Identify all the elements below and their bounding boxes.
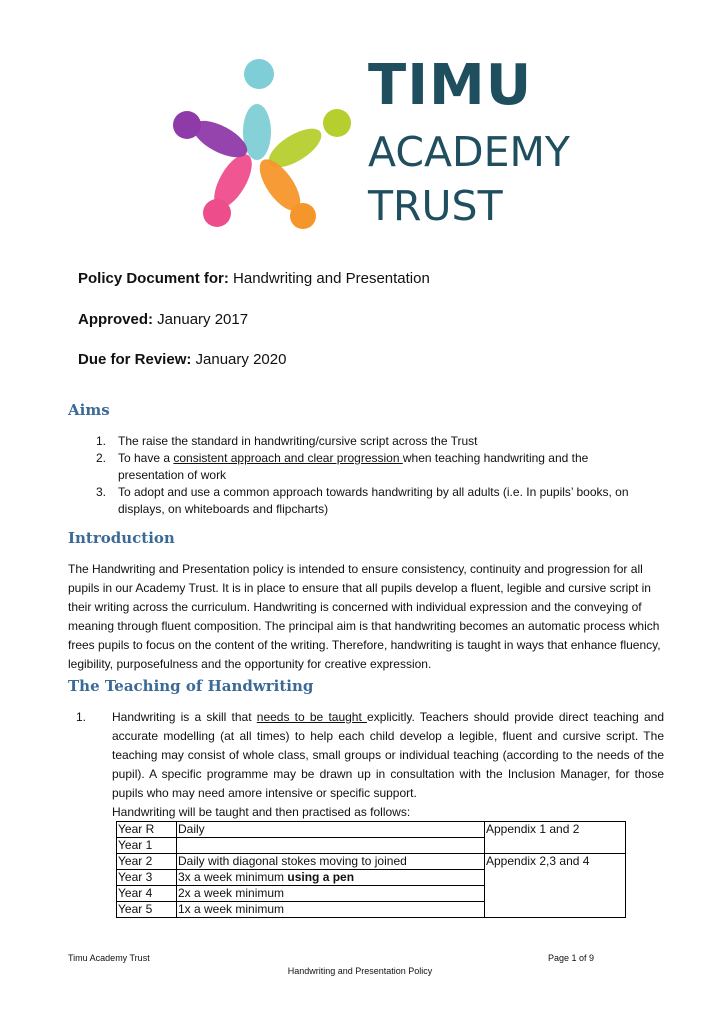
year-cell: Year R xyxy=(117,822,177,838)
logo-line-3: TRUST xyxy=(368,182,503,230)
table-row xyxy=(117,854,626,870)
list-item xyxy=(96,433,656,450)
teaching-item xyxy=(76,708,664,822)
year-cell: Year 5 xyxy=(117,902,177,918)
approved-label: Approved: xyxy=(78,311,153,328)
table-row xyxy=(117,822,626,838)
frequency-cell xyxy=(177,838,485,854)
frequency-cell xyxy=(177,870,485,886)
appendix-cell: Appendix 2,3 and 4 xyxy=(485,854,626,918)
frequency-emphasis: using a pen xyxy=(287,870,355,884)
list-number: 1. xyxy=(96,434,107,448)
approved-value: January 2017 xyxy=(157,311,249,328)
logo-wordmark xyxy=(368,53,570,230)
year-cell: Year 3 xyxy=(117,870,177,886)
teaching-text-underlined: needs to be taught xyxy=(256,710,368,724)
aims-heading: Aims xyxy=(68,401,110,419)
policy-value: Handwriting and Presentation xyxy=(233,270,430,287)
teaching-heading: The Teaching of Handwriting xyxy=(68,677,314,695)
frequency-cell: Daily with diagonal stokes moving to joined xyxy=(177,854,485,870)
appendix-cell: Appendix 1 and 2 xyxy=(485,822,626,854)
teaching-followup: Handwriting will be taught and then practised as follows: xyxy=(112,805,411,819)
list-item xyxy=(96,484,656,518)
frequency-cell: 1x a week minimum xyxy=(177,902,485,918)
schedule-table xyxy=(116,821,626,918)
footer-left: Timu Academy Trust xyxy=(68,953,150,963)
policy-line xyxy=(78,270,430,287)
review-label: Due for Review: xyxy=(78,351,192,368)
approved-line xyxy=(78,311,248,328)
review-value: January 2020 xyxy=(195,351,287,368)
frequency-text: 3x a week minimum xyxy=(178,870,288,884)
list-item xyxy=(96,450,656,484)
list-text-pre: To have a xyxy=(118,451,174,465)
frequency-cell: 2x a week minimum xyxy=(177,886,485,902)
flower-logo-icon xyxy=(165,55,360,230)
list-text-post: when teaching handwriting and the presentation of work xyxy=(118,451,589,482)
list-number: 2. xyxy=(96,451,107,465)
logo-line-2: ACADEMY xyxy=(368,128,570,176)
year-cell: Year 2 xyxy=(117,854,177,870)
footer-page-number: Page 1 of 9 xyxy=(548,953,595,963)
list-number: 3. xyxy=(96,485,107,499)
introduction-heading: Introduction xyxy=(68,529,175,547)
frequency-cell: Daily xyxy=(177,822,485,838)
review-line xyxy=(78,351,286,368)
logo-line-1: TIMU xyxy=(368,53,533,118)
year-cell: Year 1 xyxy=(117,838,177,854)
policy-label: Policy Document for: xyxy=(78,270,229,287)
introduction-paragraph: The Handwriting and Presentation policy is intended to ensure consistency, continuity and progression for all pupils in our Academy Trust. It is in place to ensure that all pupils develop a fluent, legible and cursive script in their writing across the curriculum. Handwriting is concerned with individual expression and the conveying of meaning through fluent composition. The principal aim is that handwriting becomes an automatic process which frees pupils to focus on the content of the writing. Therefore, handwriting is taught in ways that enhance fluency, legibility, purposefulness and the opportunity for creative expression. xyxy=(68,562,661,671)
teaching-number: 1. xyxy=(76,710,87,724)
year-cell: Year 4 xyxy=(117,886,177,902)
list-text: To adopt and use a common approach towards handwriting by all adults (i.e. In pupils’ books, on displays, on whiteboards and flipcharts) xyxy=(118,485,629,516)
aims-list xyxy=(96,433,656,518)
teaching-text-post: explicitly. Teachers should provide direct teaching and accurate modelling (at all times) to help each child develop a legible, fluent and cursive script. The teaching may consist of whole class, small groups or individual teaching (according to the needs of the pupil). A specific programme may be drawn up in consultation with the Inclusion Manager, for those pupils who may need amore intensive or specific support. xyxy=(112,710,664,800)
teaching-text-pre: Handwriting is a skill that xyxy=(112,710,257,724)
footer-title: Handwriting and Presentation Policy xyxy=(287,966,433,976)
list-text-underlined: consistent approach and clear progression xyxy=(173,451,403,465)
list-text: The raise the standard in handwriting/cursive script across the Trust xyxy=(118,434,478,448)
